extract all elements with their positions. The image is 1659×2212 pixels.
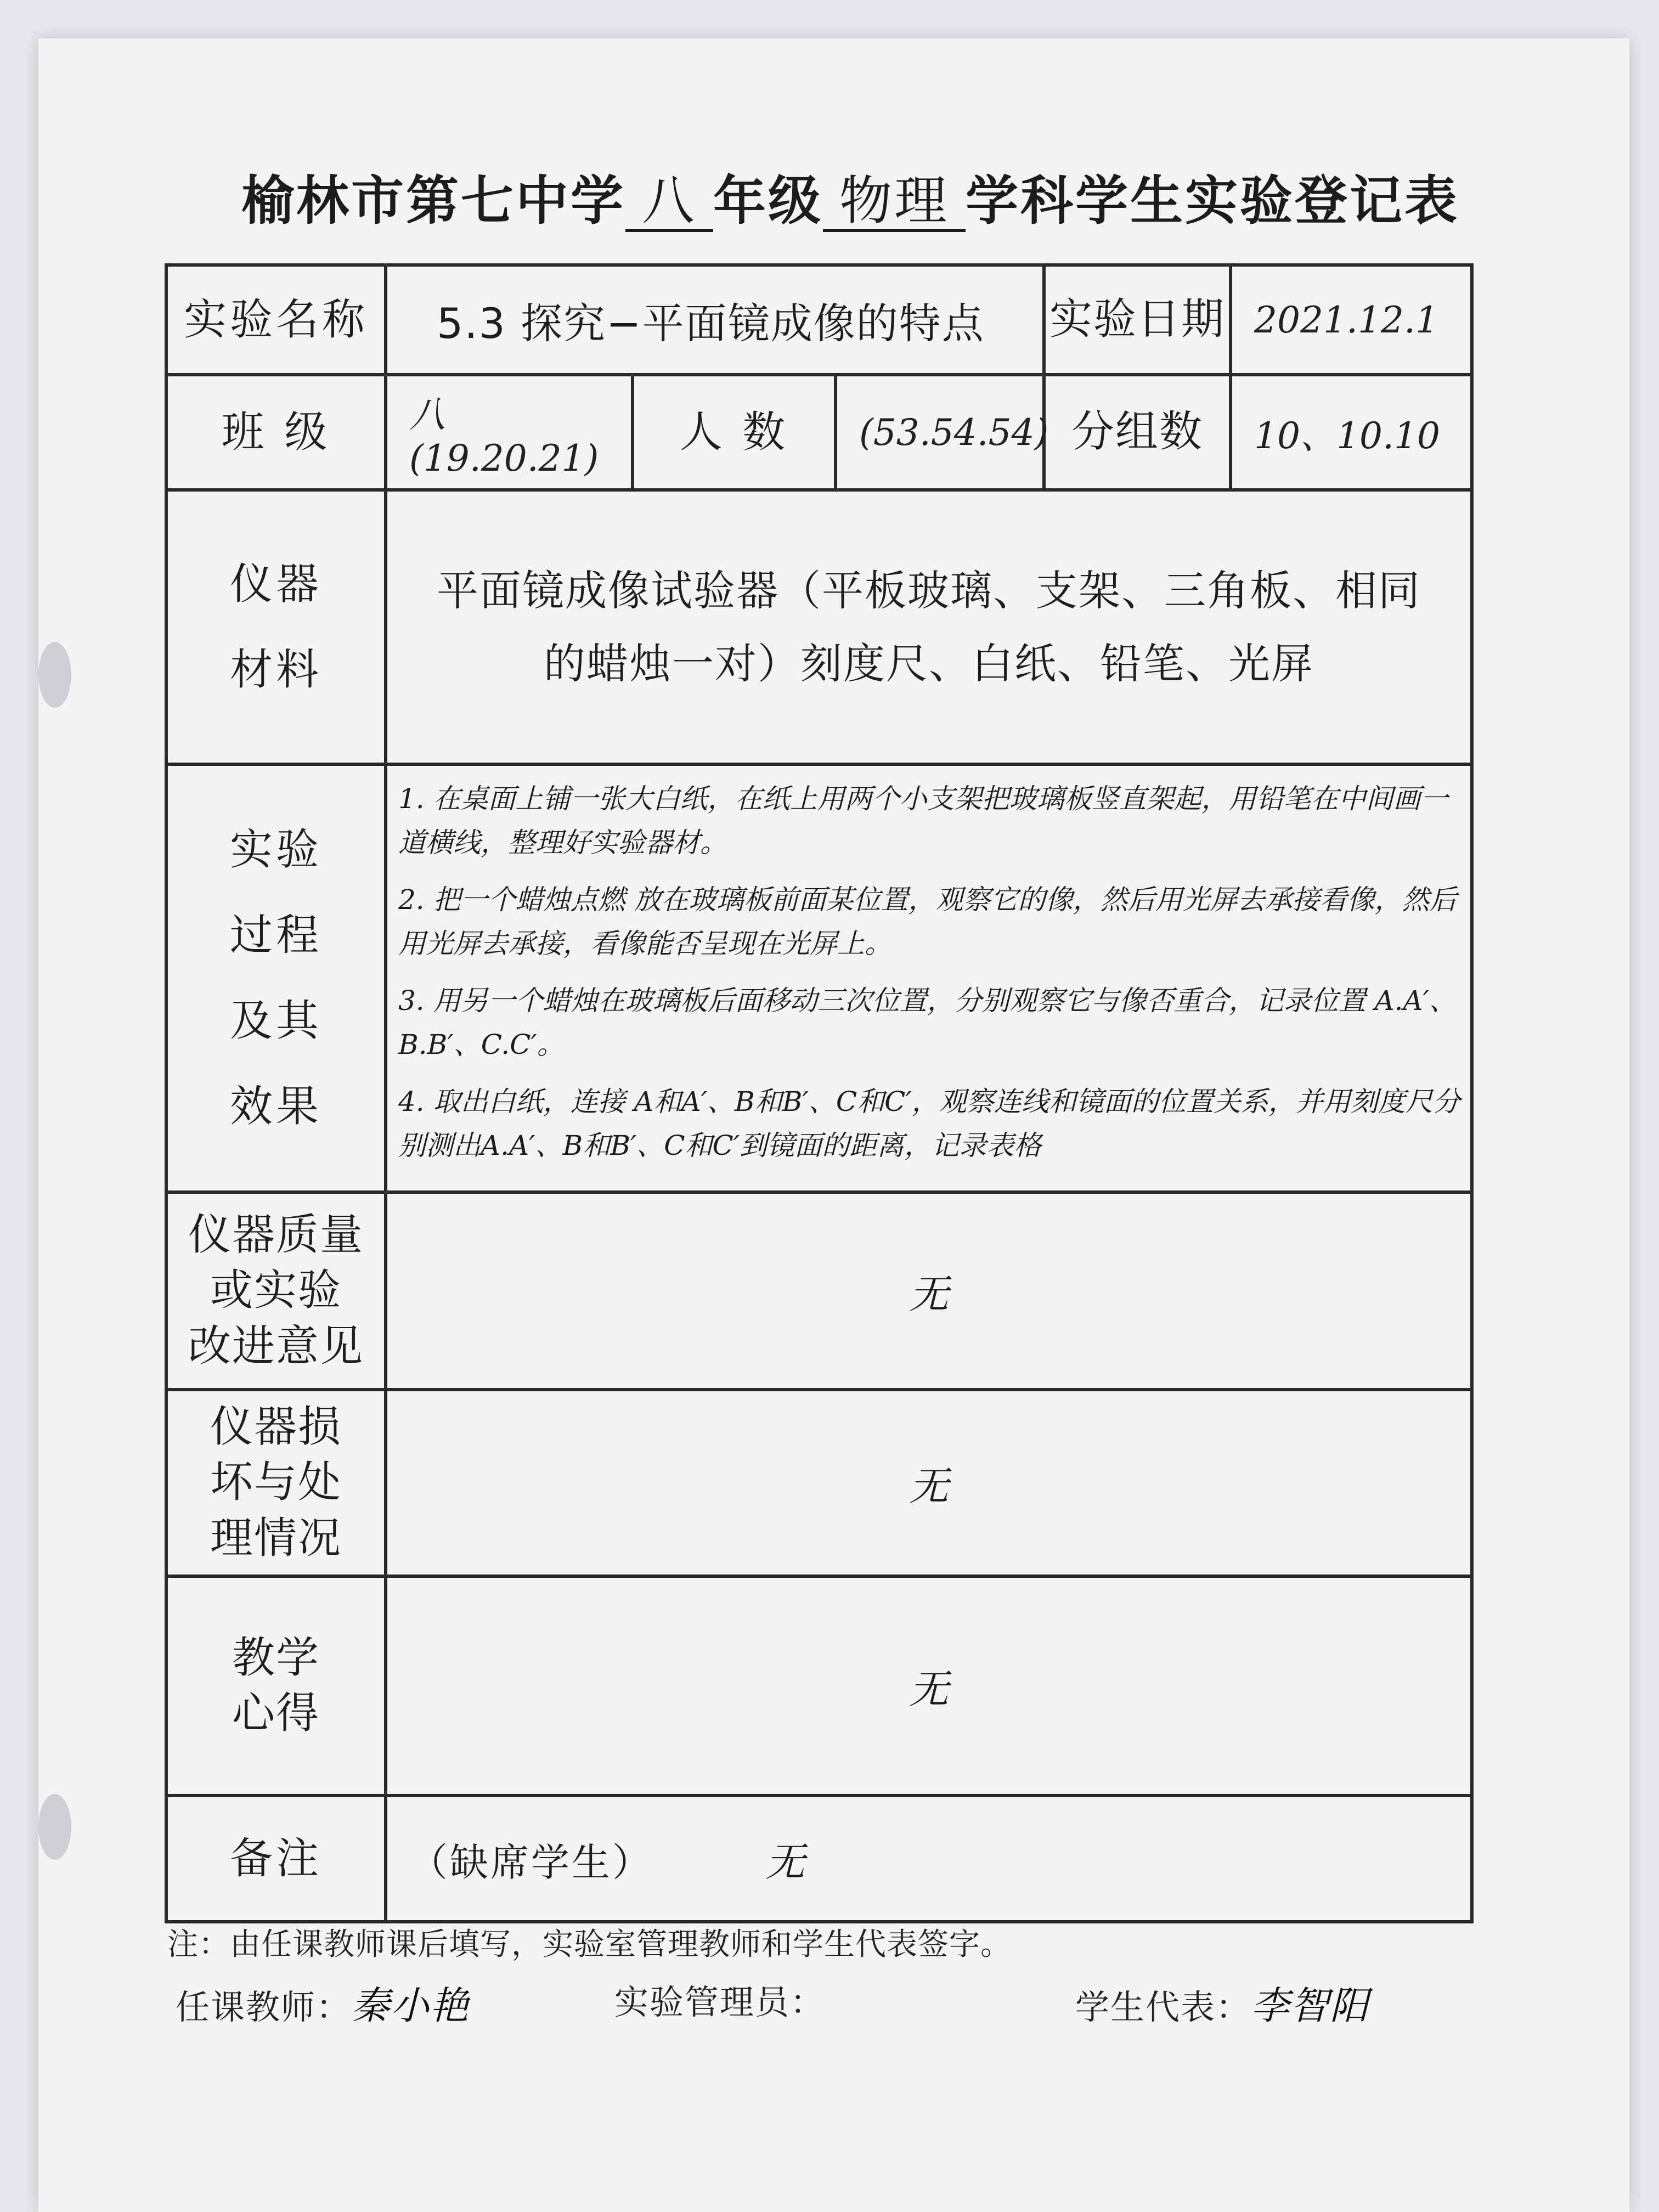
- row-reflection: [166, 1576, 1472, 1796]
- process-label-line: 过程: [229, 911, 322, 960]
- experiment-date-label: 实验日期: [1044, 265, 1231, 375]
- group-count-label: 分组数: [1044, 375, 1231, 490]
- school-name: 榆林市第七中学: [241, 170, 625, 232]
- materials-label-line: 材料: [229, 645, 322, 695]
- process-step: 1. 在桌面上铺一张大白纸，在纸上用两个小支架把玻璃板竖直架起，用铅笔在中间画一道横线，整理好实验器材。: [398, 783, 1448, 859]
- quality-label-line: 改进意见: [188, 1321, 364, 1371]
- reflection-value-cell: [386, 1576, 1472, 1796]
- lab-admin-label: 实验管理员：: [614, 1982, 826, 2022]
- class-value: 八 (19.20.21): [386, 375, 633, 490]
- teacher-label: 任课教师：: [176, 1987, 352, 2027]
- reflection-value: 无: [909, 1666, 949, 1712]
- class-label: 班 级: [166, 375, 386, 490]
- student-count-value: (53.54.54): [836, 375, 1044, 490]
- binder-hole: [38, 642, 71, 708]
- quality-label-line: 仪器质量: [188, 1210, 364, 1260]
- damage-label-line: 坏与处: [210, 1458, 342, 1508]
- materials-label: [166, 490, 386, 764]
- title-suffix: 学科学生实验登记表: [966, 170, 1459, 232]
- row-experiment-name: [166, 265, 1472, 375]
- student-count-label: 人 数: [633, 375, 836, 490]
- subject-field: 物理: [823, 173, 966, 232]
- process-steps: [386, 764, 1472, 1192]
- grade-suffix: 年级: [713, 170, 823, 232]
- experiment-register-table: [165, 263, 1474, 1923]
- student-rep-signature: 李智阳: [1251, 1983, 1370, 2028]
- damage-value-cell: [386, 1390, 1472, 1576]
- experiment-name-value: 5.3 探究−平面镜成像的特点: [386, 265, 1044, 375]
- row-quality: [166, 1192, 1472, 1390]
- process-step: 2. 把一个蜡烛点燃 放在玻璃板前面某位置，观察它的像，然后用光屏去承接看像，然后用光屏去承接，看像能否呈现在光屏上。: [398, 884, 1457, 960]
- remarks-value: 无: [765, 1839, 805, 1885]
- student-rep-line: [1075, 1975, 1369, 2030]
- page-title: [241, 159, 1459, 234]
- materials-text-line: 的蜡烛一对）刻度尺、白纸、铅笔、光屏: [544, 639, 1314, 688]
- remarks-label: 备注: [166, 1796, 386, 1922]
- row-materials: [166, 490, 1472, 764]
- damage-label-line: 仪器损: [210, 1402, 342, 1452]
- row-damage: [166, 1390, 1472, 1576]
- experiment-name-label: 实验名称: [166, 265, 386, 375]
- process-label: [166, 764, 386, 1192]
- reflection-label: [166, 1576, 386, 1796]
- quality-value-cell: [386, 1192, 1472, 1390]
- group-count-value: 10、10.10: [1231, 375, 1472, 490]
- remarks-value-cell: [386, 1796, 1472, 1922]
- process-label-line: 实验: [229, 825, 322, 874]
- process-label-line: 及其: [229, 996, 322, 1046]
- teacher-signature: 秦小艳: [351, 1983, 470, 2028]
- binder-hole: [38, 1794, 71, 1860]
- damage-label: [166, 1390, 386, 1576]
- row-class-info: [166, 375, 1472, 490]
- row-process: [166, 764, 1472, 1192]
- process-step: 4. 取出白纸，连接 A和A′、B和B′、C和C′，观察连线和镜面的位置关系，并用刻度尺分别测出A.A′、B和B′、C和C′到镜面的距离，记录表格: [398, 1086, 1460, 1161]
- reflection-label-line: 心得: [232, 1689, 320, 1738]
- teacher-signature-line: [176, 1975, 470, 2030]
- quality-value: 无: [909, 1271, 949, 1317]
- student-rep-label: 学生代表：: [1075, 1987, 1251, 2027]
- grade-field: 八: [625, 173, 713, 232]
- materials-value: [386, 490, 1472, 764]
- damage-label-line: 理情况: [210, 1513, 342, 1563]
- reflection-label-line: 教学: [232, 1633, 320, 1683]
- materials-text-line: 平面镜成像试验器（平板玻璃、支架、三角板、相同: [437, 566, 1421, 615]
- experiment-date-value: 2021.12.1: [1231, 265, 1472, 375]
- remarks-hint: （缺席学生）: [409, 1840, 653, 1885]
- row-remarks: [166, 1796, 1472, 1922]
- materials-label-line: 仪器: [229, 560, 322, 609]
- damage-value: 无: [909, 1463, 949, 1509]
- process-label-line: 效果: [229, 1082, 322, 1131]
- quality-label: [166, 1192, 386, 1390]
- quality-label-line: 或实验: [210, 1266, 342, 1316]
- process-step: 3. 用另一个蜡烛在玻璃板后面移动三次位置，分别观察它与像否重合，记录位置 A.A′、B.B′、C.C′。: [398, 985, 1457, 1060]
- footer-note: 注：由任课教师课后填写，实验室管理教师和学生代表签字。: [167, 1927, 1012, 1962]
- lab-admin-line: [614, 1975, 825, 2024]
